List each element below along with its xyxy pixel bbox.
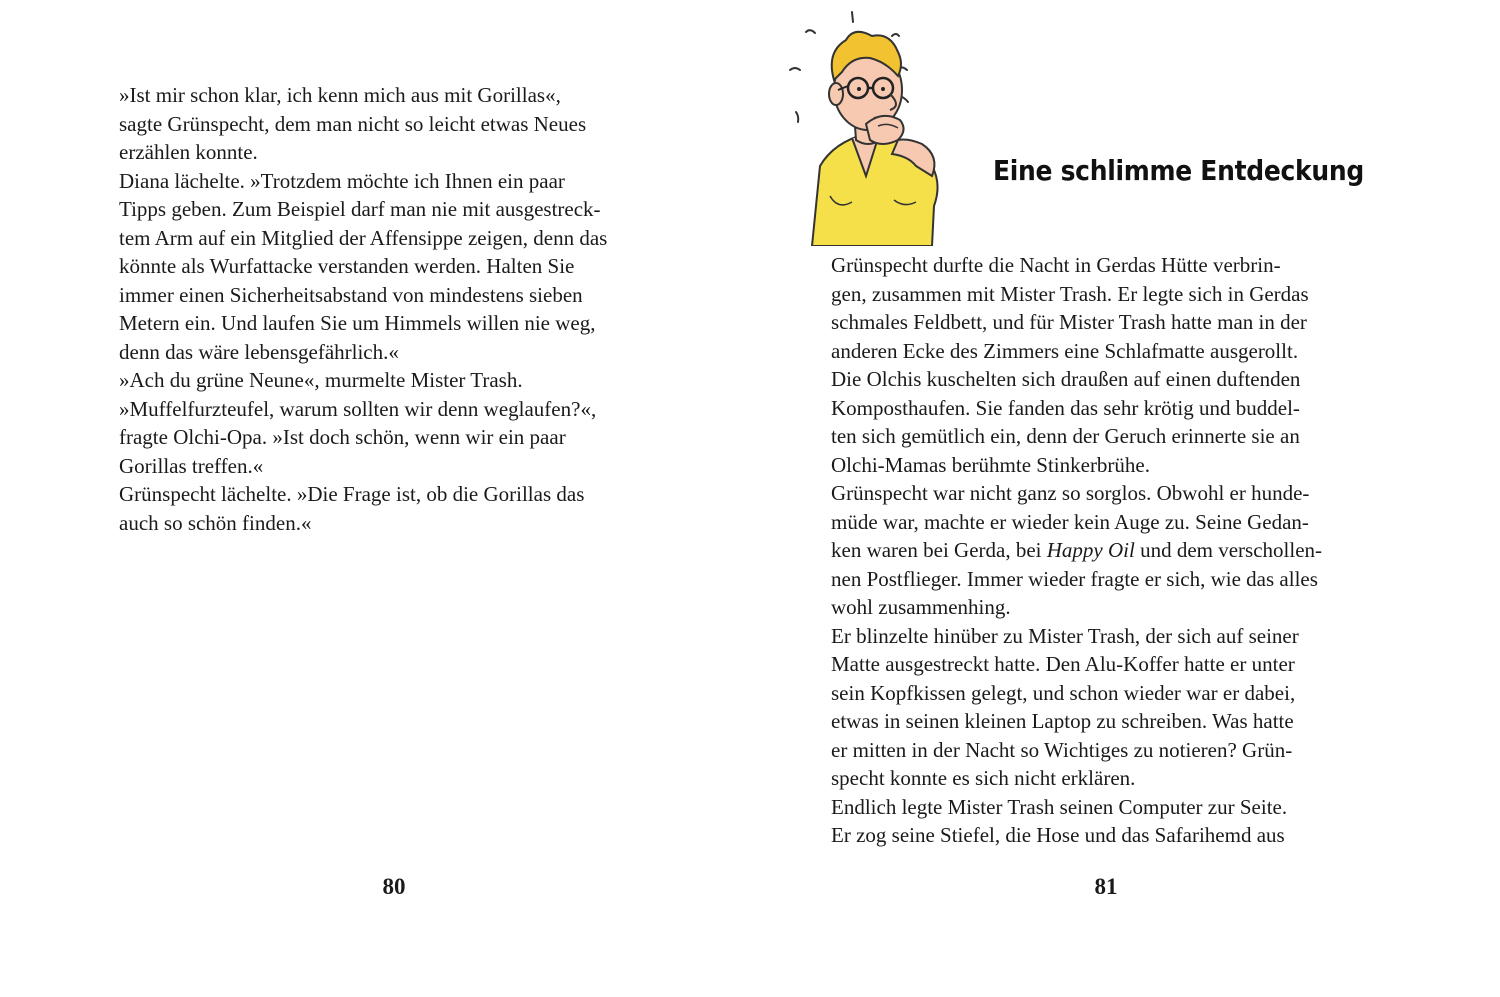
text-line: tem Arm auf ein Mitglied der Affensippe zeigen, denn das [119, 225, 608, 250]
text-line: Komposthaufen. Sie fanden das sehr krötig und buddel- [831, 395, 1300, 420]
text-line: müde war, machte er wieder kein Auge zu. Seine Gedan- [831, 509, 1309, 534]
right-page-text [831, 251, 1411, 850]
text-line: er mitten in der Nacht so Wichtiges zu notieren? Grün- [831, 737, 1293, 762]
text-line: könnte als Wurfattacke verstanden werden. Halten Sie [119, 254, 575, 278]
text-line: Endlich legte Mister Trash seinen Computer zur Seite. [831, 794, 1288, 819]
text-line: specht konnte es sich nicht erklären. [831, 766, 1136, 790]
text-line: sagte Grünspecht, dem man nicht so leicht etwas Neues [119, 111, 587, 136]
text-line: Metern ein. Und laufen Sie um Himmels willen nie weg, [119, 311, 596, 335]
text-line: wohl zusammenhing. [831, 595, 1011, 619]
text-line: ken waren bei Gerda, bei Happy Oil und dem verschollen- [831, 538, 1323, 562]
text-line: ten sich gemütlich ein, denn der Geruch erinnerte sie an [831, 424, 1300, 448]
text-line: nen Postflieger. Immer wieder fragte er sich, wie das alles [831, 566, 1318, 591]
text-line: Die Olchis kuschelten sich draußen auf einen duftenden [831, 367, 1301, 391]
text-line: »Ach du grüne Neune«, murmelte Mister Trash. [119, 368, 523, 392]
page-number-right: 81 [1094, 874, 1118, 899]
left-page-text [119, 81, 679, 537]
text-line: Grünspecht lächelte. »Die Frage ist, ob die Gorillas das [119, 482, 585, 506]
text-line: Grünspecht durfte die Nacht in Gerdas Hütte verbrin- [831, 253, 1281, 277]
text-line: Er zog seine Stiefel, die Hose und das Safarihemd aus [831, 823, 1285, 847]
text-line: Matte ausgestreckt hatte. Den Alu-Koffer hatte er unter [831, 652, 1295, 676]
text-line: schmales Feldbett, und für Mister Trash hatte man in der [831, 310, 1307, 334]
text-line: erzählen konnte. [119, 140, 258, 164]
text-line: Er blinzelte hinüber zu Mister Trash, der sich auf seiner [831, 623, 1299, 648]
chapter-title: Eine schlimme Entdeckung [993, 154, 1364, 187]
text-line: Olchi-Mamas berühmte Stinkerbrühe. [831, 452, 1150, 477]
right-page [750, 0, 1500, 997]
text-line: »Ist mir schon klar, ich kenn mich aus mit Gorillas«, [119, 83, 561, 107]
page-number-left: 80 [382, 874, 406, 899]
text-line: etwas in seinen kleinen Laptop zu schreiben. Was hatte [831, 709, 1294, 733]
text-line: anderen Ecke des Zimmers eine Schlafmatte ausgerollt. [831, 338, 1299, 363]
text-line: Tipps geben. Zum Beispiel darf man nie mit ausgestreck- [119, 197, 601, 221]
text-line: gen, zusammen mit Mister Trash. Er legte sich in Gerdas [831, 281, 1309, 306]
text-line: auch so schön finden.« [119, 510, 312, 535]
worried-man-illustration [782, 6, 972, 246]
text-line: denn das wäre lebensgefährlich.« [119, 339, 399, 364]
text-line: »Muffelfurzteufel, warum sollten wir denn weglaufen?«, [119, 396, 597, 421]
text-line: immer einen Sicherheitsabstand von mindestens sieben [119, 282, 583, 307]
italic-text: Happy Oil [1046, 538, 1135, 562]
text-line: sein Kopfkissen gelegt, und schon wieder war er dabei, [831, 680, 1296, 705]
text-line: Gorillas treffen.« [119, 453, 264, 478]
text-line: Grünspecht war nicht ganz so sorglos. Obwohl er hunde- [831, 481, 1310, 505]
text-line: fragte Olchi-Opa. »Ist doch schön, wenn wir ein paar [119, 425, 566, 449]
text-line: Diana lächelte. »Trotzdem möchte ich Ihnen ein paar [119, 168, 565, 193]
